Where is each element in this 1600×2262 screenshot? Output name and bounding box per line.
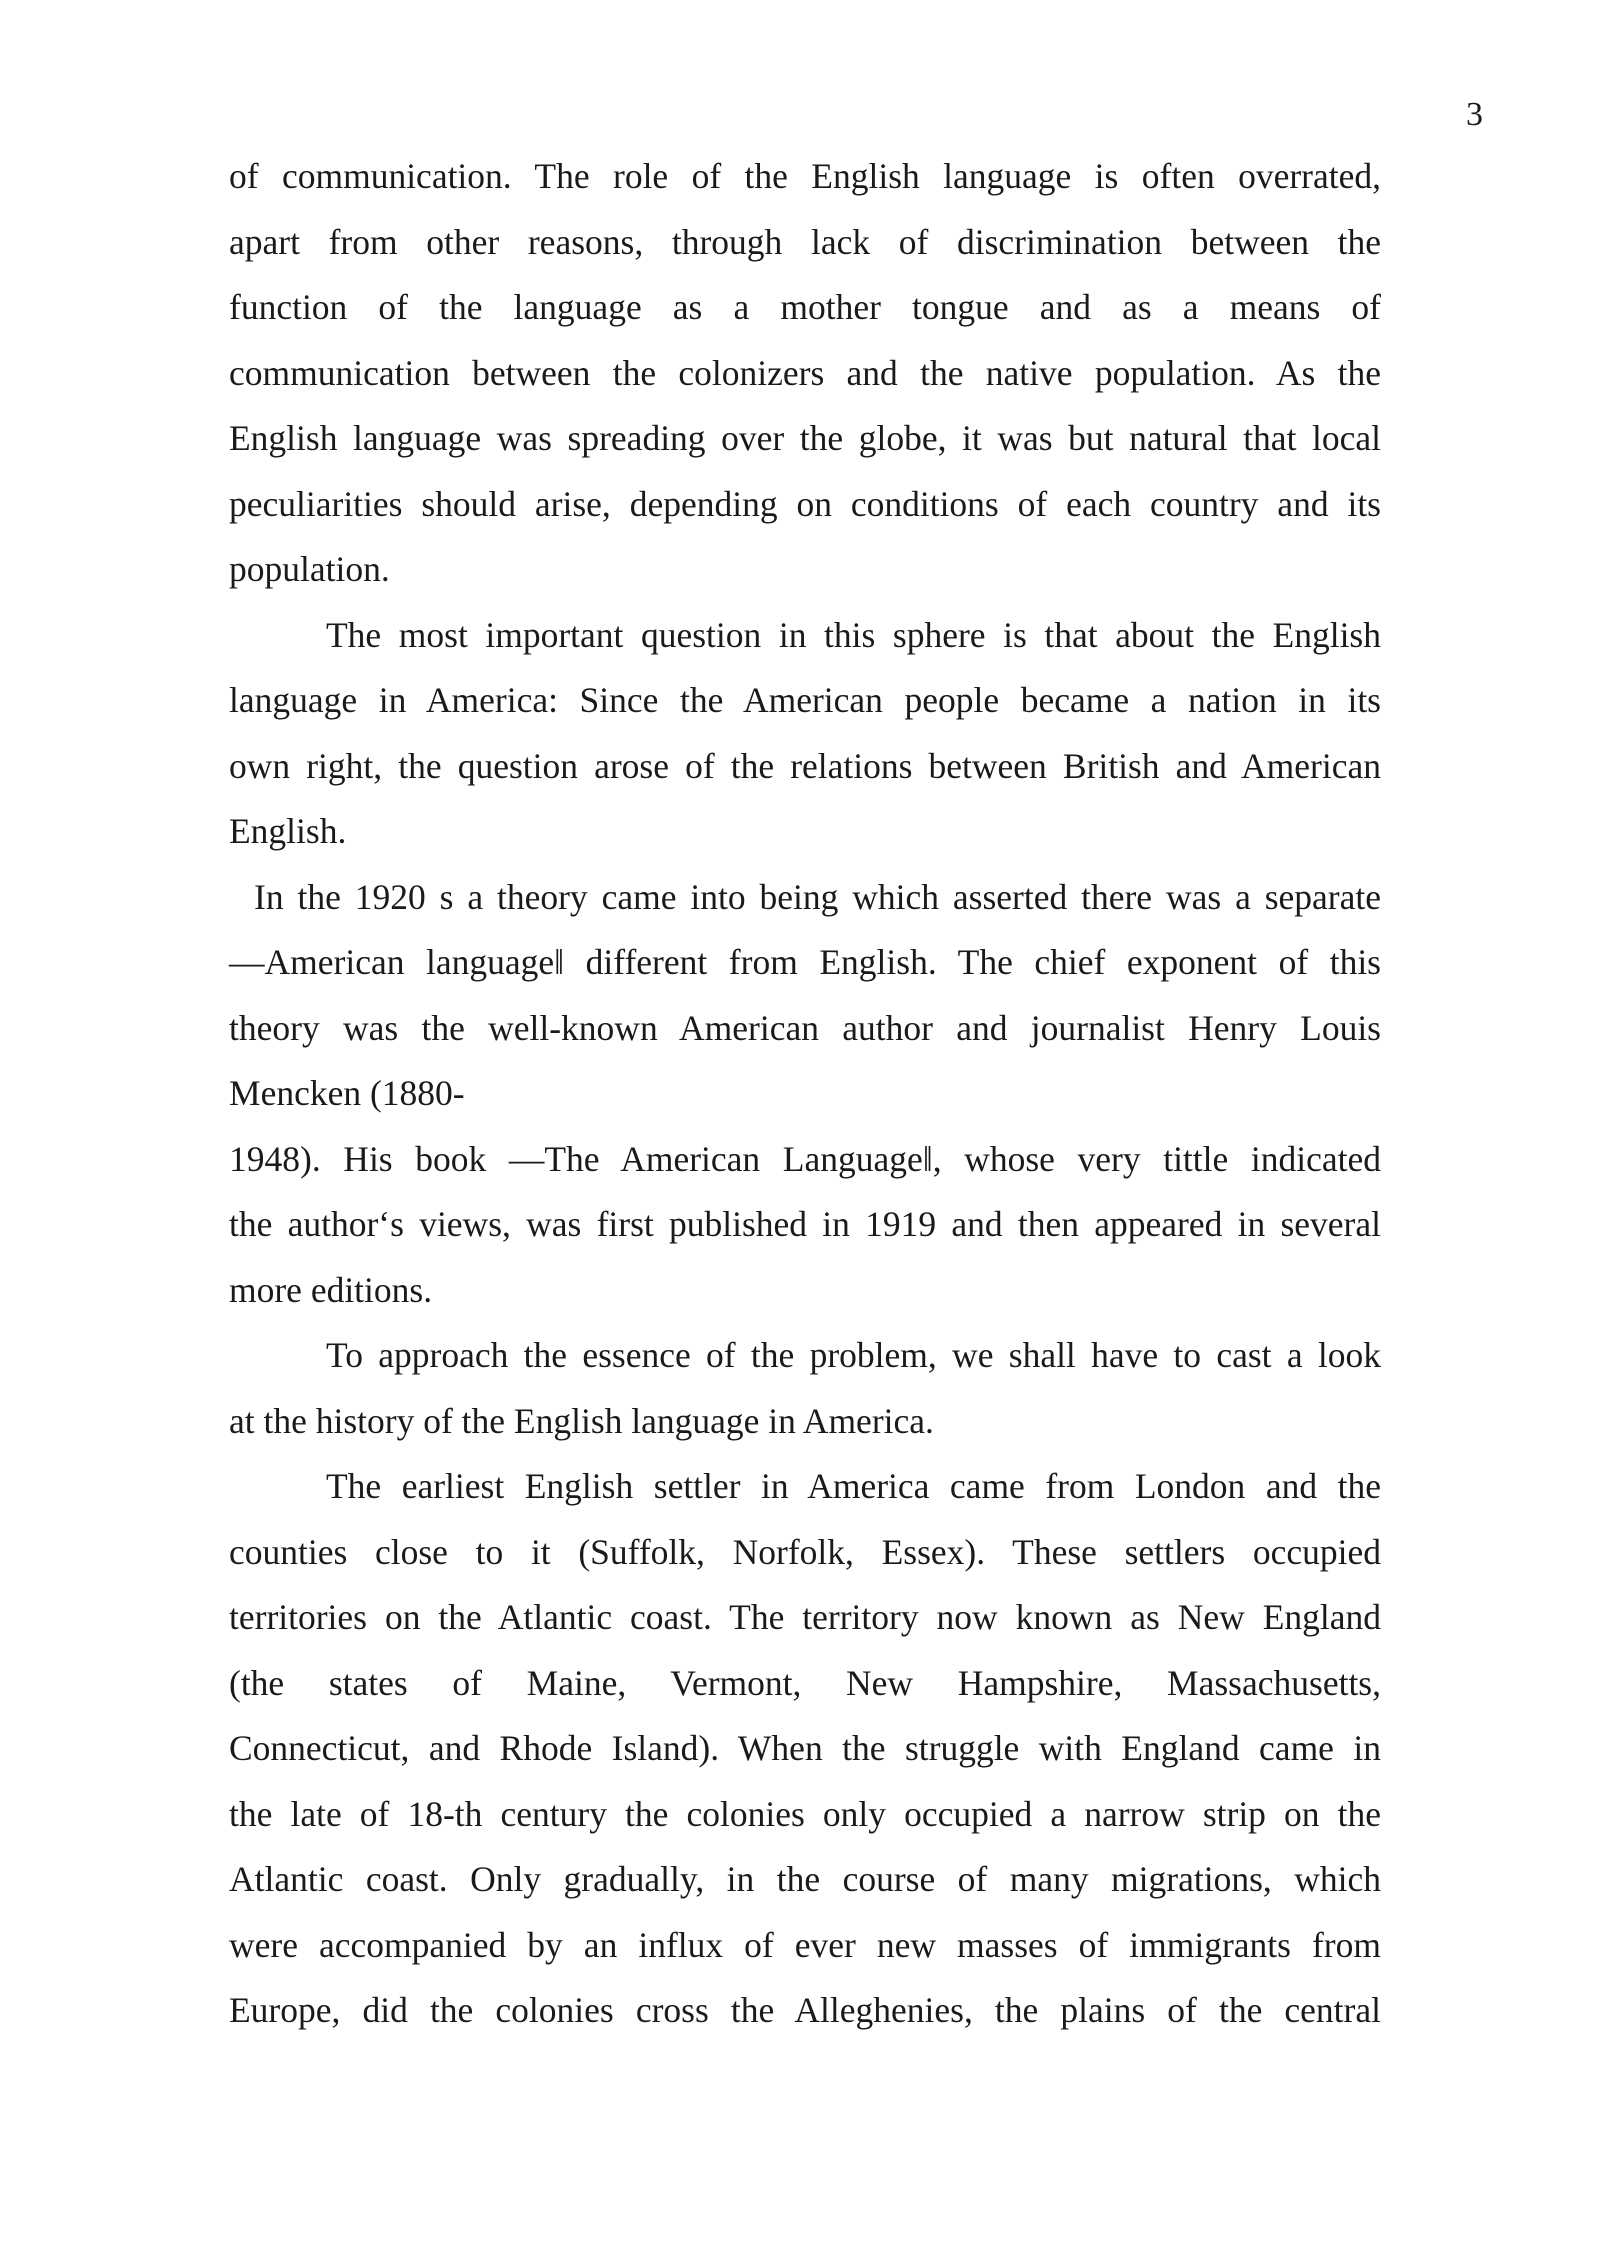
text-line: Mencken (1880- xyxy=(229,1073,465,1113)
paragraph-6 xyxy=(229,1454,1381,2044)
text-line: own right, the question arose of the relations between British and American xyxy=(229,745,1381,786)
text-line: function of the language as a mother tongue and as a means of xyxy=(229,287,1381,327)
paragraph-5 xyxy=(229,1323,1381,1454)
text-line: The earliest English settler in America came from London and the xyxy=(326,1466,1381,1506)
text-line: To approach the essence of the problem, we shall have to cast a look xyxy=(326,1335,1381,1375)
text-line: (the states of Maine, Vermont, New Hampshire, Massachusetts, xyxy=(229,1662,1381,1703)
text-line: English language was spreading over the globe, it was but natural that local xyxy=(229,418,1381,458)
text-line: at the history of the English language in America. xyxy=(229,1400,934,1441)
text-line: theory was the well-known American author and journalist Henry Louis xyxy=(229,1007,1381,1048)
text-line: the author‘s views, was first published in 1919 and then appeared in several xyxy=(229,1204,1381,1244)
paragraph-1 xyxy=(229,144,1381,603)
body-text xyxy=(229,144,1381,2044)
text-line: —American language‖ different from English. The chief exponent of this xyxy=(229,942,1381,982)
text-line: Atlantic coast. Only gradually, in the course of many migrations, which xyxy=(229,1859,1381,1899)
text-line: language in America: Since the American people became a nation in its xyxy=(229,680,1381,720)
text-line: the late of 18-th century the colonies only occupied a narrow strip on the xyxy=(229,1793,1381,1834)
text-line: communication between the colonizers and the native population. As the xyxy=(229,352,1381,393)
text-line: Connecticut, and Rhode Island). When the struggle with England came in xyxy=(229,1728,1381,1768)
text-line: In the 1920 s a theory came into being which asserted there was a separate xyxy=(254,876,1381,917)
text-line: of communication. The role of the English language is often overrated, xyxy=(229,156,1381,196)
paragraph-3 xyxy=(229,865,1381,1127)
text-line: counties close to it (Suffolk, Norfolk, Essex). These settlers occupied xyxy=(229,1531,1381,1572)
text-line: 1948). His book —The American Language‖, whose very tittle indicated xyxy=(229,1138,1381,1179)
text-line: English. xyxy=(229,811,347,851)
text-line: population. xyxy=(229,549,390,589)
text-line: Europe, did the colonies cross the Alleghenies, the plains of the central xyxy=(229,1990,1381,2030)
page-number: 3 xyxy=(1466,96,1483,133)
text-line: apart from other reasons, through lack of discrimination between the xyxy=(229,221,1381,262)
paragraph-4 xyxy=(229,1127,1381,1324)
text-line: peculiarities should arise, depending on conditions of each country and its xyxy=(229,483,1381,524)
text-line: more editions. xyxy=(229,1269,433,1310)
text-line: were accompanied by an influx of ever new masses of immigrants from xyxy=(229,1924,1381,1965)
paragraph-2 xyxy=(229,603,1381,865)
text-line: The most important question in this sphere is that about the English xyxy=(326,614,1381,655)
text-line: territories on the Atlantic coast. The territory now known as New England xyxy=(229,1597,1381,1637)
